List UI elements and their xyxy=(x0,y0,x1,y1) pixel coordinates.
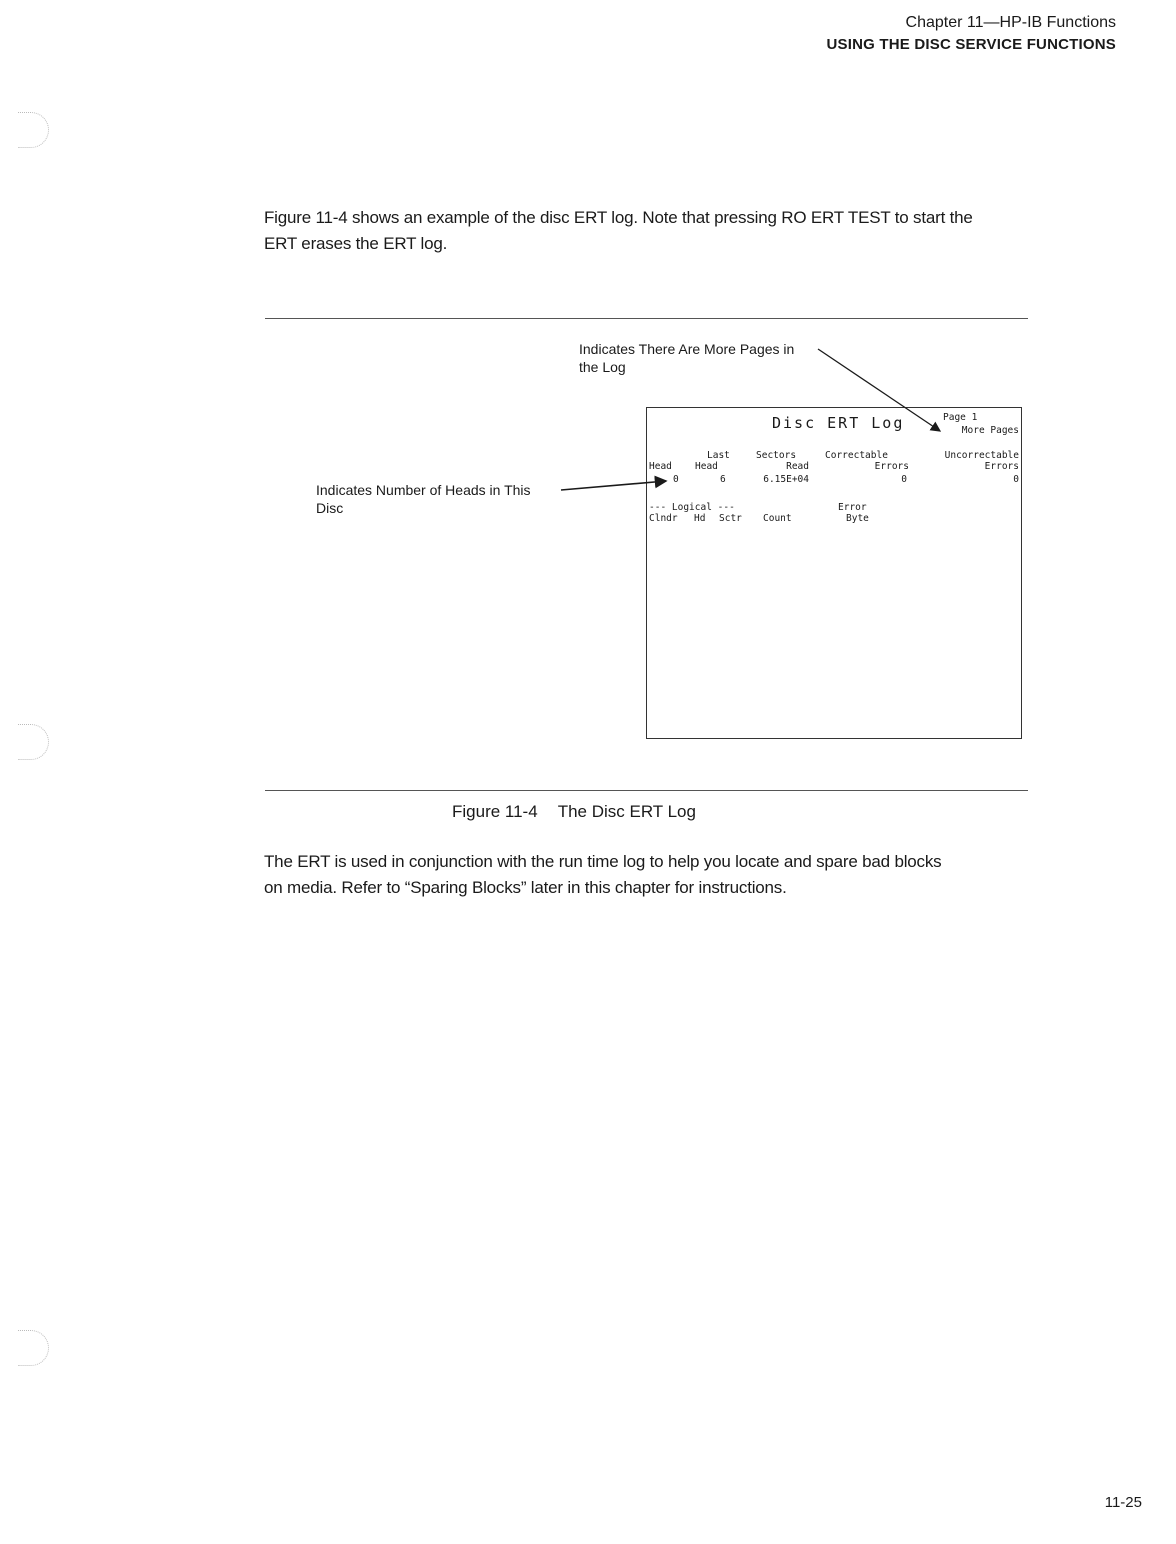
col-head: Head xyxy=(649,461,672,472)
heads-arrow-line xyxy=(561,481,666,490)
page-number: 11-25 xyxy=(1104,1494,1142,1511)
col-correctable-line1: Correctable xyxy=(825,450,888,461)
col-hd: Hd xyxy=(694,513,706,524)
intro-line-1: Figure 11-4 shows an example of the disc ERT log. Note that pressing RO ERT TEST to start the xyxy=(264,208,973,227)
callout-heads-line-2: Disc xyxy=(316,500,344,516)
value-last-head: 6 xyxy=(720,474,726,485)
callout-heads-line-1: Indicates Number of Heads in This xyxy=(316,482,531,498)
intro-line-2: ERT erases the ERT log. xyxy=(264,234,448,253)
screen-more-pages: More Pages xyxy=(961,425,1019,436)
logical-label: --- Logical --- xyxy=(649,502,735,513)
error-label-line2: Byte xyxy=(846,513,869,524)
figure-caption-title: The Disc ERT Log xyxy=(557,802,696,821)
col-count: Count xyxy=(763,513,792,524)
figure-caption-number: Figure 11-4 xyxy=(452,802,538,821)
figure-caption xyxy=(452,802,696,822)
screen-title: Disc ERT Log xyxy=(772,414,905,432)
col-sctr: Sctr xyxy=(719,513,742,524)
col-last-line2: Head xyxy=(695,461,718,472)
col-uncorrectable-line2: Errors xyxy=(984,461,1019,472)
error-label-line1: Error xyxy=(838,502,867,513)
col-last-line1: Last xyxy=(707,450,730,461)
chapter-heading: Chapter 11—HP-IB Functions xyxy=(905,14,1116,31)
value-sectors-read: 6.15E+04 xyxy=(763,474,809,485)
col-sectors-line2: Read xyxy=(786,461,809,472)
value-uncorrectable: 0 xyxy=(1013,474,1019,485)
value-correctable: 0 xyxy=(901,474,907,485)
col-sectors-line1: Sectors xyxy=(756,450,797,461)
col-cylinder: Clndr xyxy=(649,513,678,524)
value-head: 0 xyxy=(673,474,679,485)
col-uncorrectable-line1: Uncorrectable xyxy=(944,450,1019,461)
callout-more-pages-line-1: Indicates There Are More Pages in xyxy=(579,341,795,357)
pages-arrow-line xyxy=(818,349,940,431)
col-correctable-line2: Errors xyxy=(874,461,909,472)
screen-page-label: Page 1 xyxy=(943,412,978,423)
section-heading: USING THE DISC SERVICE FUNCTIONS xyxy=(826,36,1116,53)
callout-more-pages-line-2: the Log xyxy=(579,359,626,375)
closing-line-1: The ERT is used in conjunction with the run time log to help you locate and spare bad blocks xyxy=(264,852,942,871)
closing-line-2: on media. Refer to “Sparing Blocks” later in this chapter for instructions. xyxy=(264,878,787,897)
closing-paragraph xyxy=(264,849,1034,901)
